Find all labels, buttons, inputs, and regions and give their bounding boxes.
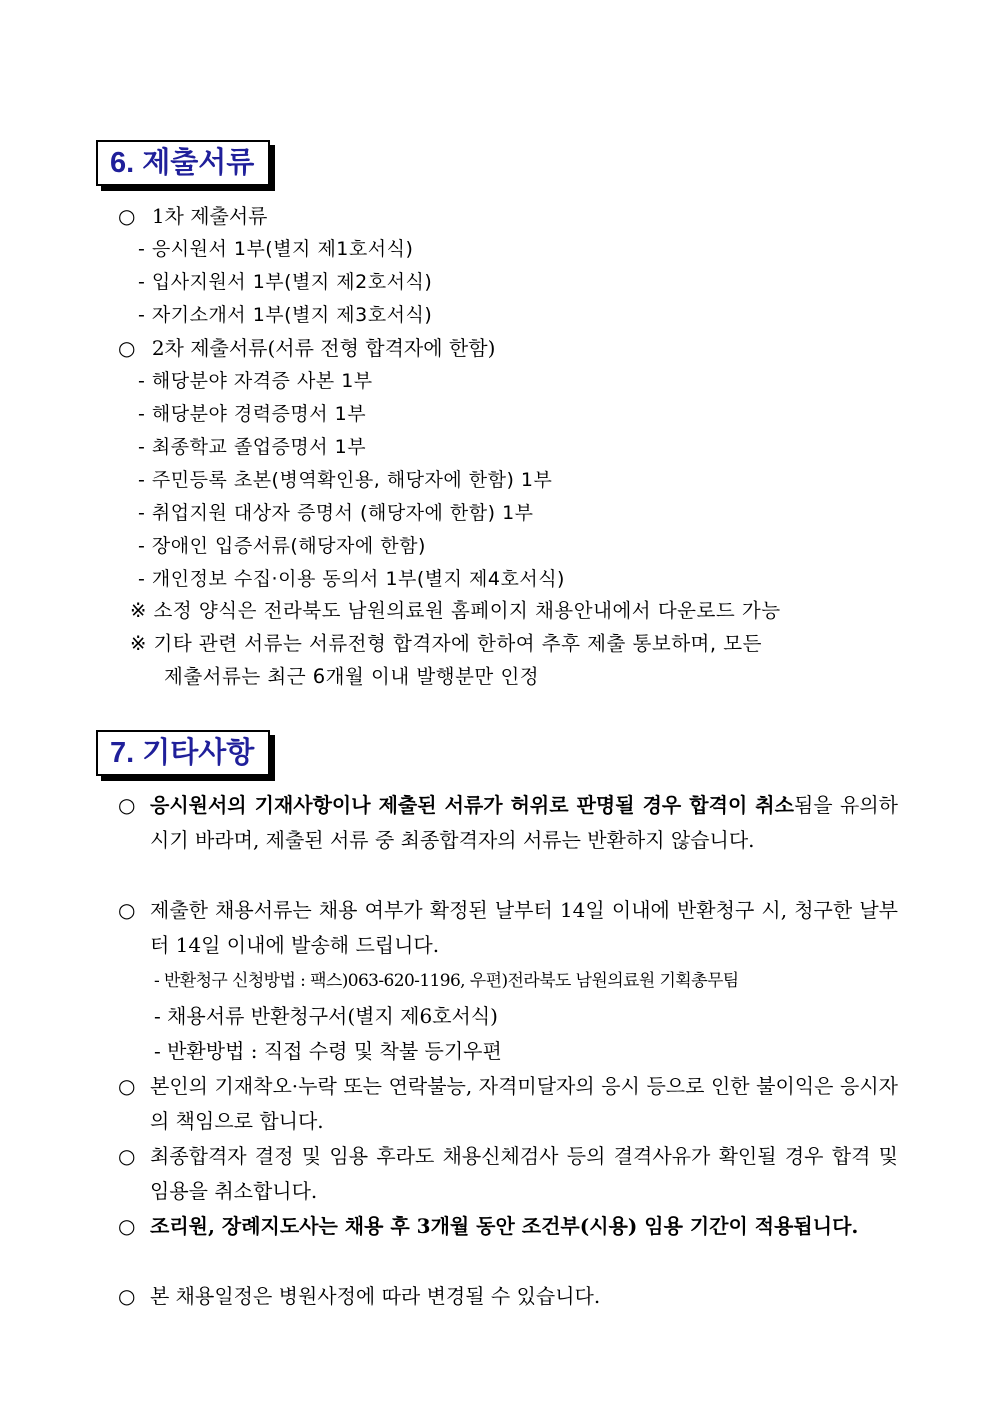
notice-item-applicant-responsibility bbox=[118, 1069, 898, 1139]
circle-bullet-icon: ○ bbox=[118, 793, 136, 817]
note-download: ※ 소정 양식은 전라북도 남원의료원 홈페이지 채용안내에서 다운로드 가능 bbox=[130, 599, 781, 622]
circle-bullet-icon: ○ bbox=[118, 1214, 136, 1238]
return-form-item: - 채용서류 반환청구서(별지 제6호서식) bbox=[154, 1004, 498, 1028]
list-item: - 주민등록 초본(병역확인용, 해당자에 한함) 1부 bbox=[138, 469, 553, 491]
notice-item-false-docs bbox=[118, 788, 898, 858]
notice-item-schedule-change bbox=[118, 1279, 898, 1314]
return-method-item: - 반환청구 신청방법 : 팩스)063-620-1196, 우편)전라북도 남원의료원 기획총무팀 bbox=[154, 971, 739, 991]
list-item: - 개인정보 수집·이용 동의서 1부(별지 제4호서식) bbox=[138, 568, 565, 590]
section-6-title: 6. 제출서류 bbox=[96, 140, 270, 186]
notice-text: 최종합격자 결정 및 임용 후라도 채용신체검사 등의 결격사유가 확인될 경우 합격 및 임용을 취소합니다. bbox=[150, 1144, 898, 1203]
circle-bullet-icon: ○ bbox=[118, 204, 136, 228]
circle-bullet-icon: ○ bbox=[118, 336, 136, 360]
notice-item-return-docs bbox=[118, 893, 898, 963]
note-other-docs-cont: 제출서류는 최근 6개월 이내 발행분만 인정 bbox=[164, 665, 540, 688]
list-item: - 해당분야 자격증 사본 1부 bbox=[138, 370, 373, 392]
circle-bullet-icon: ○ bbox=[118, 1144, 136, 1168]
notice-text: 본 채용일정은 병원사정에 따라 변경될 수 있습니다. bbox=[150, 1284, 601, 1308]
second-docs-heading-text: 2차 제출서류(서류 전형 합격자에 한함) bbox=[151, 336, 496, 360]
notice-item-disqualification bbox=[118, 1139, 898, 1209]
first-docs-heading-text: 1차 제출서류 bbox=[151, 204, 268, 228]
list-item: - 취업지원 대상자 증명서 (해당자에 한함) 1부 bbox=[138, 502, 534, 524]
section-7-title: 7. 기타사항 bbox=[96, 730, 270, 776]
notice-text: 본인의 기재착오·누락 또는 연락불능, 자격미달자의 응시 등으로 인한 불이익은 응시자의 책임으로 합니다. bbox=[150, 1074, 898, 1133]
list-item: - 입사지원서 1부(별지 제2호서식) bbox=[138, 271, 433, 293]
second-docs-heading bbox=[118, 334, 495, 362]
circle-bullet-icon: ○ bbox=[118, 898, 136, 922]
list-item: - 자기소개서 1부(별지 제3호서식) bbox=[138, 304, 433, 326]
note-other-docs: ※ 기타 관련 서류는 서류전형 합격자에 한하여 추후 제출 통보하며, 모든 bbox=[130, 632, 762, 655]
return-way-item: - 반환방법 : 직접 수령 및 착불 등기우편 bbox=[154, 1039, 502, 1063]
notice-bold-text: 조리원, 장례지도사는 채용 후 3개월 동안 조건부(시용) 임용 기간이 적용됩니다. bbox=[150, 1214, 859, 1238]
list-item: - 최종학교 졸업증명서 1부 bbox=[138, 436, 367, 458]
notice-text: 제출한 채용서류는 채용 여부가 확정된 날부터 14일 이내에 반환청구 시, 청구한 날부터 14일 이내에 발송해 드립니다. bbox=[150, 898, 898, 957]
circle-bullet-icon: ○ bbox=[118, 1284, 136, 1308]
list-item: - 해당분야 경력증명서 1부 bbox=[138, 403, 367, 425]
first-docs-heading bbox=[118, 202, 268, 230]
notice-text: 됨을 유의하시기 바라며, 제출된 서류 중 최종합격자의 서류는 반환하지 않습니다. bbox=[150, 793, 898, 852]
circle-bullet-icon: ○ bbox=[118, 1074, 136, 1098]
notice-item-probation bbox=[118, 1209, 898, 1244]
list-item: - 응시원서 1부(별지 제1호서식) bbox=[138, 238, 414, 260]
list-item: - 장애인 입증서류(해당자에 한함) bbox=[138, 535, 426, 557]
notice-bold-text: 응시원서의 기재사항이나 제출된 서류가 허위로 판명될 경우 합격이 취소 bbox=[150, 793, 794, 817]
